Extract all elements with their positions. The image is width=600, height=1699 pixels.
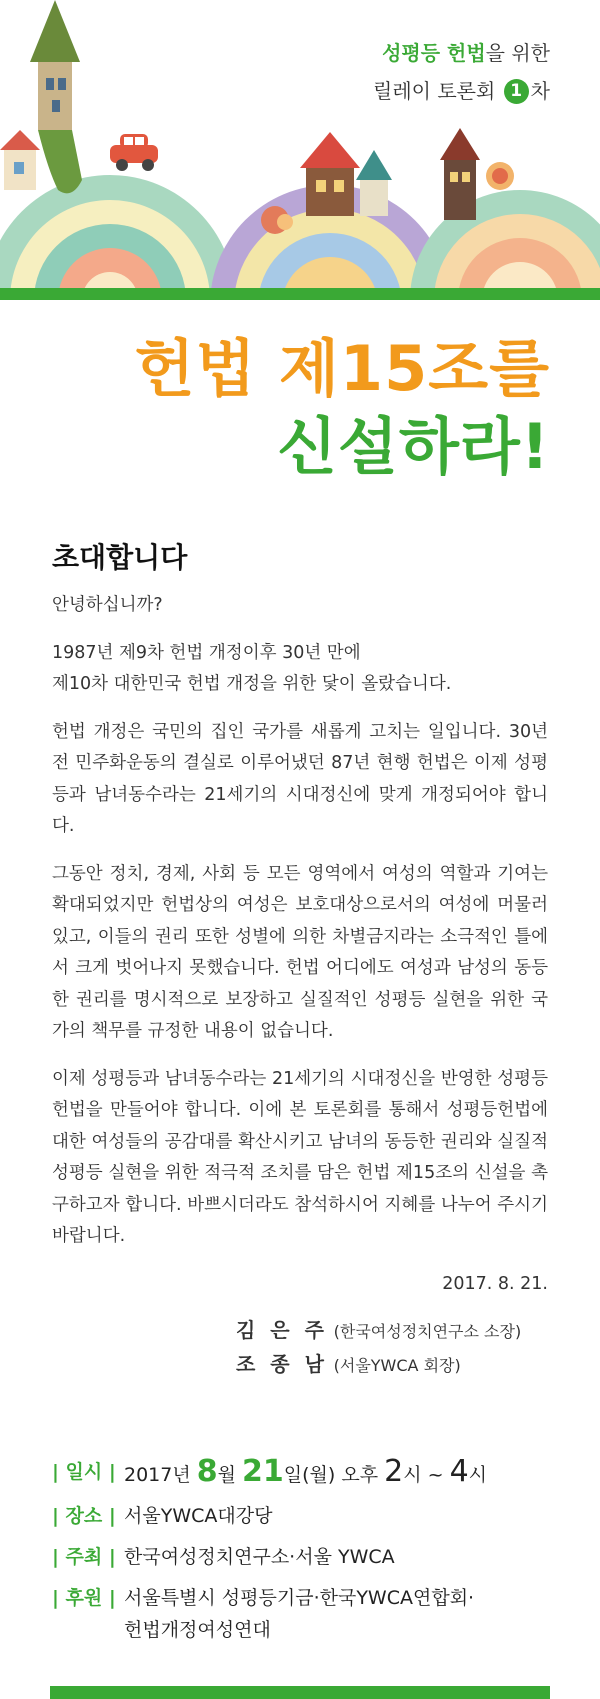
sponsor-label: | 후원 | [52, 1587, 116, 1609]
series-topic: 성평등 헌법 [382, 41, 486, 65]
title-line-1: 헌법 제15조를 [134, 332, 550, 405]
signer-1-name: 김 은 주 [236, 1318, 328, 1342]
sponsor-line-2: 헌법개정여성연대 [124, 1619, 271, 1641]
session-suffix: 차 [530, 79, 550, 103]
paragraph-4: 이제 성평등과 남녀동수라는 21세기의 시대정신을 반영한 성평등 헌법을 만들어야 합니다. 이에 본 토론회를 통해서 성평등헌법에 대한 여성들의 공감대를 확산시키고 남녀의 동등한 권리와 실질적 성평등 실현을 위한 적극적 조치를 담은 헌법 제15조의 신설을 촉구하고자 합니다. 바쁘시더라도 참석하시어 지혜를 나누어 주시기 바랍니다. [52, 1068, 548, 1246]
paragraph-intro-line2: 제10차 대한민국 헌법 개정을 위한 닻이 올랐습니다. [52, 674, 452, 694]
middle-house-icon [300, 132, 392, 216]
paragraph-intro [52, 638, 548, 701]
info-row-when [52, 1456, 572, 1491]
signer-2 [236, 1348, 548, 1382]
signers [236, 1314, 548, 1382]
where-value: 서울YWCA대강당 [124, 1505, 273, 1527]
small-house-icon [0, 130, 40, 190]
invitation-heading: 초대합니다 [52, 541, 188, 574]
when-value [124, 1456, 572, 1491]
when-year: 2017년 [124, 1464, 197, 1486]
sponsor-line-1: 서울특별시 성평등기금·한국YWCA연합회· [124, 1587, 475, 1609]
page-title [135, 330, 550, 486]
when-day-unit: 일(월) 오후 [283, 1464, 385, 1486]
bottom-green-bar [50, 1686, 550, 1699]
when-end-unit: 시 [468, 1464, 488, 1486]
info-row-sponsor [52, 1582, 572, 1646]
signer-1-role: (한국여성정치연구소 소장) [333, 1322, 522, 1341]
bush-icon [277, 214, 293, 230]
session-number-badge: 1 [504, 79, 529, 104]
when-day: 21 [242, 1454, 284, 1489]
paragraph-2: 헌법 개정은 국민의 집인 국가를 새롭게 고치는 일입니다. 30년 전 민주화운동의 결실로 이루어냈던 87년 현행 헌법은 이제 성평등과 남녀동수라는 21세기의 시대정신에 맞게 개정되어야 합니다. [52, 721, 548, 836]
where-label: | 장소 | [52, 1505, 116, 1527]
invitation-body [52, 540, 548, 1382]
greeting: 안녕하십니까? [52, 595, 163, 615]
tower-house-icon [30, 0, 82, 193]
hero-illustration [0, 0, 600, 300]
car-icon [110, 134, 158, 171]
green-ground-strip [0, 288, 600, 300]
series-line-2 [373, 72, 550, 110]
info-row-where [52, 1500, 572, 1532]
host-value: 한국여성정치연구소·서울 YWCA [124, 1546, 395, 1568]
host-label: | 주최 | [52, 1546, 116, 1568]
when-month: 8 [196, 1454, 218, 1489]
series-relay-text: 릴레이 토론회 [373, 79, 502, 103]
title-line-2: 신설하라! [277, 410, 550, 483]
series-topic-suffix: 을 위한 [485, 41, 550, 65]
when-mid: 시 ~ [403, 1464, 450, 1486]
series-line-1 [373, 34, 550, 72]
when-end: 4 [449, 1454, 469, 1489]
paragraph-intro-line1: 1987년 제9차 헌법 개정이후 30년 만에 [52, 642, 361, 663]
info-row-host [52, 1541, 572, 1573]
sponsor-value [124, 1582, 572, 1646]
when-month-unit: 월 [217, 1464, 243, 1486]
signer-2-role: (서울YWCA 회장) [333, 1356, 461, 1375]
when-start: 2 [384, 1454, 404, 1489]
signer-1 [236, 1314, 548, 1348]
when-label: | 일시 | [52, 1461, 116, 1483]
paragraph-3: 그동안 정치, 경제, 사회 등 모든 영역에서 여성의 역할과 기여는 확대되었지만 헌법상의 여성은 보호대상으로서의 여성에 머물러 있고, 이들의 권리 또한 성별에 의한 차별금지라는 소극적인 틀에서 크게 벗어나지 못했습니다. 헌법 어디에도 여성과 남성의 동등한 권리를 명시적으로 보장하고 실질적인 성평등 실현을 위한 국가의 책무를 규정한 내용이 없습니다. [52, 863, 548, 1041]
event-info [52, 1456, 572, 1655]
left-rainbow-hill [0, 175, 235, 300]
right-rainbow-hill [410, 190, 600, 300]
signer-2-name: 조 종 남 [236, 1352, 328, 1376]
invitation-date: 2017. 8. 21. [442, 1273, 548, 1294]
series-label [373, 34, 550, 110]
